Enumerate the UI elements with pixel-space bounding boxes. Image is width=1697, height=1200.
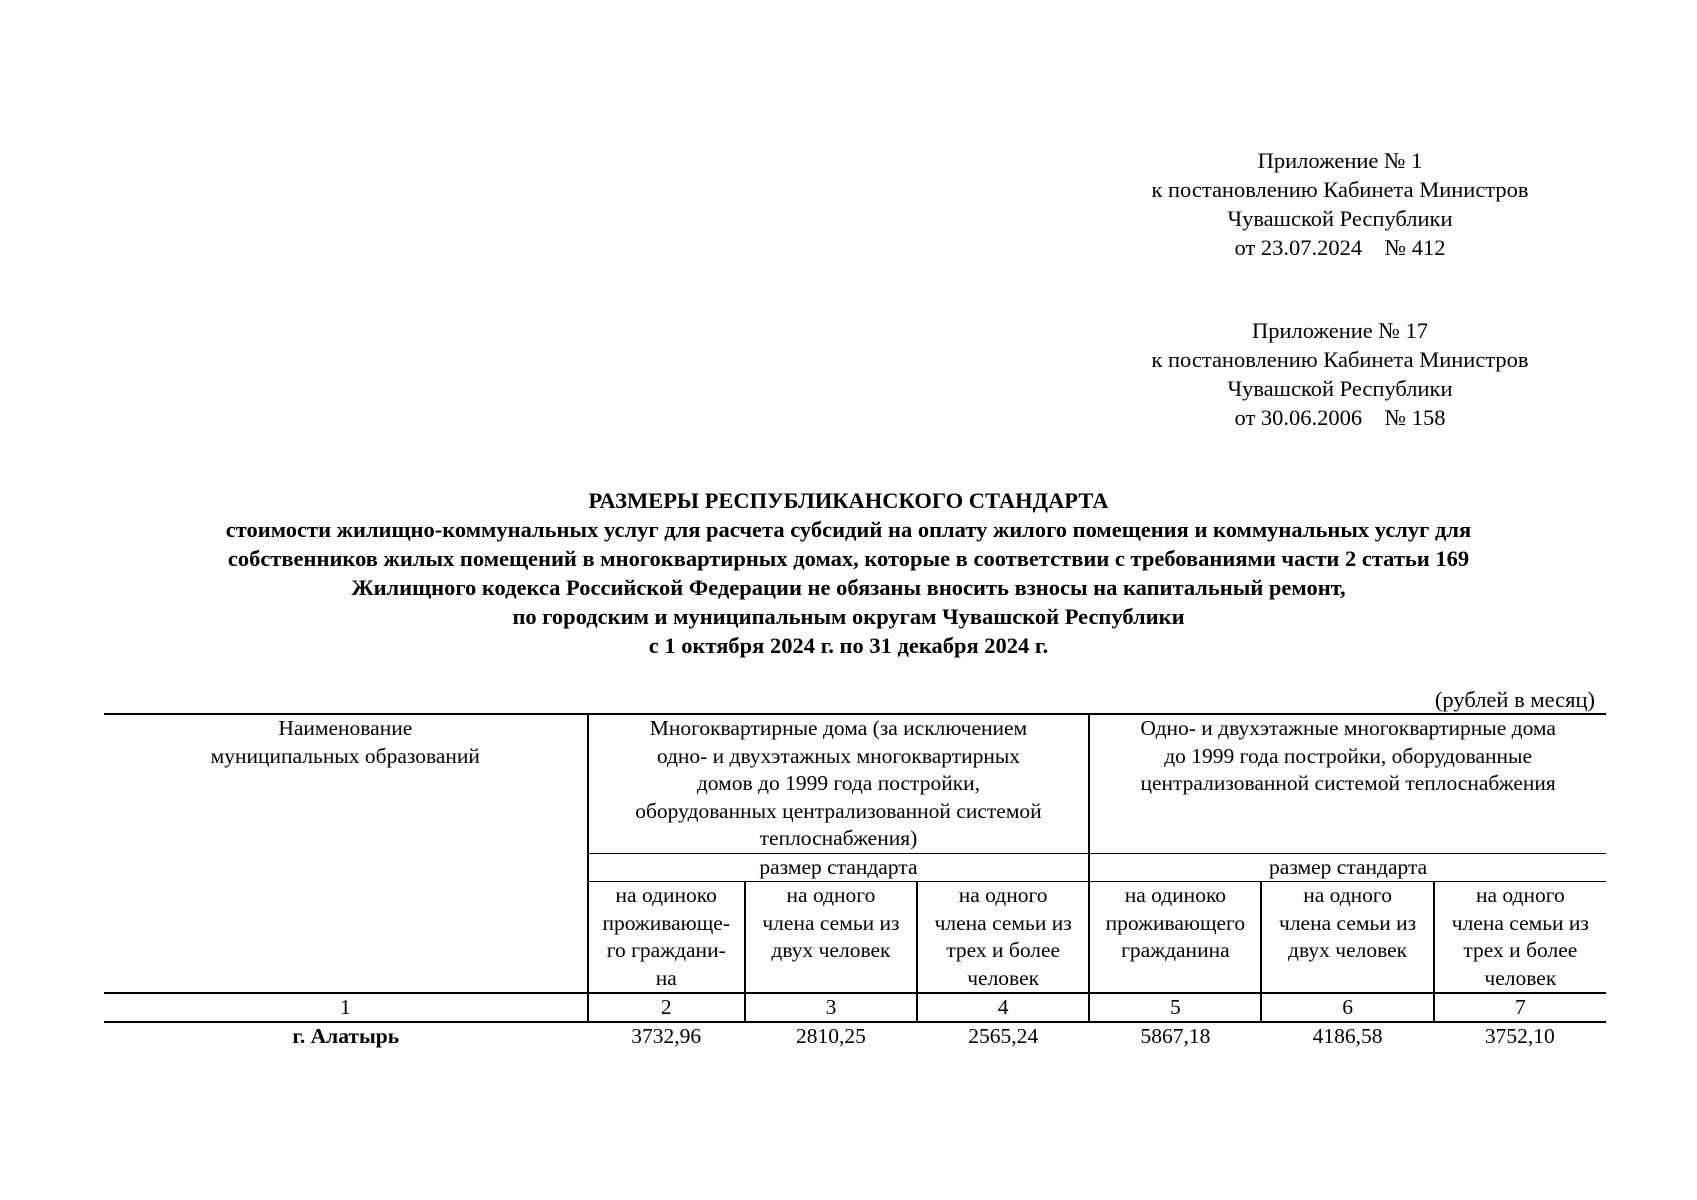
subheader-5-line-1: на одиноко [1124, 883, 1227, 907]
header-group-1-line-5: теплоснабжения) [759, 826, 918, 850]
header-group-2-line-3: централизованной системой теплоснабжения [1140, 771, 1556, 795]
subheader-5-line-2: проживающего [1105, 910, 1246, 935]
title-line-4: Жилищного кодекса Российской Федерации не обязаны вносить взносы на капитальный ремонт, [351, 575, 1346, 600]
units-label: (рублей в месяц) [1434, 687, 1595, 712]
title-line-1: РАЗМЕРЫ РЕСПУБЛИКАНСКОГО СТАНДАРТА [588, 488, 1109, 513]
subheader-2-line-4: на [655, 965, 677, 990]
subheader-5-line-3: гражданина [1121, 938, 1230, 962]
subheader-4-line-4: человек [967, 965, 1040, 990]
column-number-6: 6 [1261, 993, 1433, 1022]
header-municipality-line-1: Наименование [278, 716, 413, 740]
subheader-3-line-2: члена семьи из [762, 910, 900, 935]
header-group-low-rise [1089, 714, 1606, 853]
annex-1-line-3: Чувашской Республики [1227, 206, 1453, 231]
subheader-7-line-3: трех и более [1463, 938, 1578, 962]
column-number-5: 5 [1089, 993, 1261, 1022]
standard-table [104, 713, 1606, 1051]
title-line-5: по городским и муниципальным округам Чувашской Республики [512, 604, 1185, 629]
annex-17-line-2: к постановлению Кабинета Министров [1151, 347, 1529, 372]
subheader-6-line-1: на одного [1303, 883, 1392, 907]
value-single-citizen-multi: 3732,96 [631, 1024, 702, 1048]
subheader-3-line-1: на одного [786, 883, 876, 907]
header-standard-size-1: размер стандарта [588, 853, 1090, 882]
value-three-plus-multi: 2565,24 [968, 1024, 1039, 1048]
column-number-7: 7 [1434, 993, 1606, 1022]
subheader-7-line-1: на одного [1475, 883, 1565, 907]
header-subcolumn-6 [1261, 882, 1433, 994]
value-single-citizen-lowrise: 5867,18 [1140, 1024, 1211, 1048]
column-number-3: 3 [745, 993, 917, 1022]
subheader-7-line-2: члена семьи из [1451, 910, 1589, 935]
column-number-2: 2 [588, 993, 745, 1022]
subheader-2-line-2: проживающе- [602, 910, 730, 935]
annex-17-line-1: Приложение № 17 [1252, 318, 1428, 343]
annex-1-line-1: Приложение № 1 [1257, 148, 1423, 173]
subheader-7-line-4: человек [1484, 965, 1557, 990]
subheader-3-line-3: двух человек [771, 938, 891, 962]
header-subcolumn-3 [745, 882, 917, 994]
header-municipality-line-2: муниципальных образований [210, 743, 480, 768]
header-group-1-line-2: одно- и двухэтажных многоквартирных [656, 743, 1021, 768]
municipality-name: г. Алатырь [292, 1024, 400, 1048]
subheader-2-line-1: на одиноко [615, 883, 717, 907]
header-group-2-line-1: Одно- и двухэтажные многоквартирные дома [1140, 716, 1556, 740]
header-subcolumn-5 [1089, 882, 1261, 994]
title-line-6: с 1 октября 2024 г. по 31 декабря 2024 г. [648, 633, 1049, 658]
column-number-4: 4 [917, 993, 1089, 1022]
subheader-4-line-2: члена семьи из [934, 910, 1072, 935]
subheader-4-line-3: трех и более [946, 938, 1061, 962]
value-three-plus-lowrise: 3752,10 [1484, 1024, 1555, 1048]
header-group-2-line-2: до 1999 года постройки, оборудованные [1164, 743, 1533, 768]
header-subcolumn-2 [588, 882, 745, 994]
header-group-1-line-1: Многоквартирные дома (за исключением [649, 716, 1028, 740]
document-title [60, 486, 1637, 660]
header-subcolumn-4 [917, 882, 1089, 994]
subheader-6-line-2: члена семьи из [1279, 910, 1417, 935]
subheader-2-line-3: го граждани- [606, 938, 726, 962]
title-line-2: стоимости жилищно-коммунальных услуг для расчета субсидий на оплату жилого помещения и коммунальных услуг для [225, 517, 1472, 542]
title-line-3: собственников жилых помещений в многоквартирных домах, которые в соответствии с требованиями части 2 статьи 169 [227, 546, 1470, 571]
annex-17-line-4: от 30.06.2006 № 158 [1234, 405, 1446, 430]
annex-1-header [1115, 146, 1565, 262]
header-municipality [104, 714, 588, 993]
header-group-multiapartment [588, 714, 1090, 853]
annex-17-line-3: Чувашской Республики [1227, 376, 1453, 401]
value-two-person-multi: 2810,25 [796, 1024, 866, 1048]
value-two-person-lowrise: 4186,58 [1312, 1024, 1383, 1048]
annex-17-header [1115, 316, 1565, 432]
header-group-1-line-4: оборудованных централизованной системой [635, 798, 1042, 823]
annex-1-line-4: от 23.07.2024 № 412 [1234, 235, 1446, 260]
header-standard-size-2: размер стандарта [1089, 853, 1606, 882]
annex-1-line-2: к постановлению Кабинета Министров [1151, 177, 1529, 202]
column-number-1: 1 [104, 993, 588, 1022]
subheader-4-line-1: на одного [958, 883, 1048, 907]
table-row [104, 1022, 1606, 1051]
column-number-row [104, 993, 1606, 1022]
header-row-groups [104, 714, 1606, 853]
header-subcolumn-7 [1434, 882, 1606, 994]
subheader-6-line-3: двух человек [1288, 938, 1408, 962]
header-group-1-line-3: домов до 1999 года постройки, [696, 771, 981, 795]
